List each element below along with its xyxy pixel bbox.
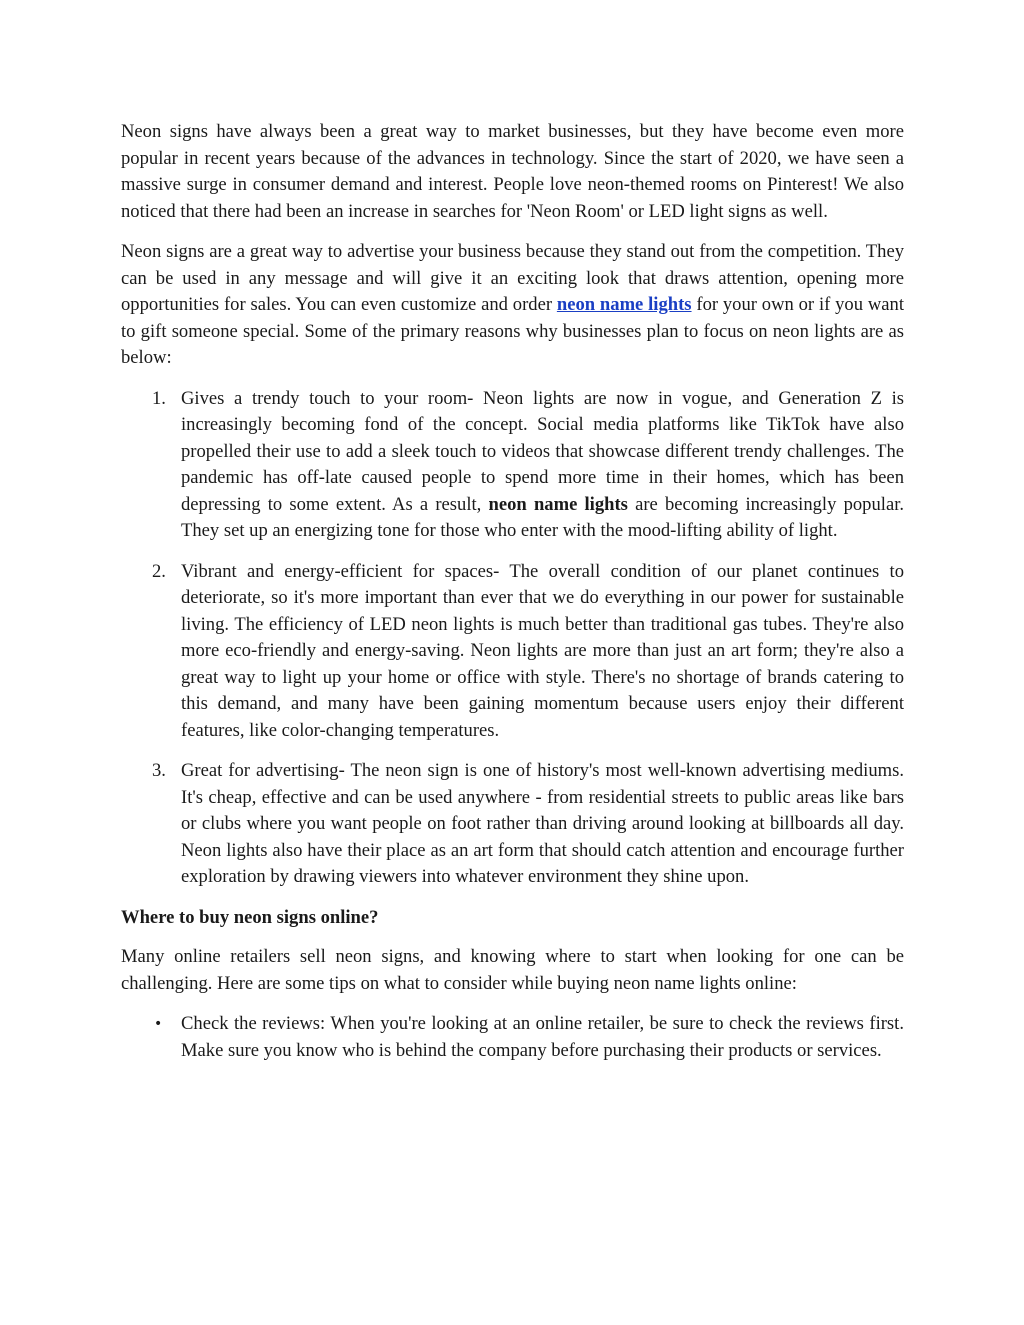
list-item-text: Check the reviews: When you're looking at an online retailer, be sure to check the reviews first. Make sure you know who is behind the company before purchasing their products or services. [181,1013,904,1061]
document-body [121,119,904,1078]
reasons-list [121,386,904,891]
list-item-bold-text: neon name lights [488,493,628,515]
intro-paragraph-2-end: for your own or if you want to gift someone special. Some of the primary reasons why businesses plan to focus on neon lights are as below: [121,294,904,368]
bullet-icon: • [154,1016,163,1032]
list-item-number: 2. [152,560,166,582]
list-item-text-end: are becoming increasingly popular. They set up an energizing tone for those who enter with the mood-lifting ability of light. [181,493,905,541]
list-item [121,386,904,545]
list-item [121,1011,904,1064]
list-item-text: Vibrant and energy-efficient for spaces- The overall condition of our planet continues to deteriorate, so it's more important than ever that we do everything in our power for sustainable living. The efficiency of LED neon lights is much better than traditional gas tubes. They're also more eco-friendly and energy-saving. Neon lights are more than just an art form; they're also a great way to light up your home or office with style. There's no shortage of brands catering to this demand, and many have been gaining momentum because users enjoy their different features, like color-changing temperatures. [181,560,904,741]
list-item-number: 3. [152,760,166,781]
list-item-text: Gives a trendy touch to your room- Neon lights are now in vogue, and Generation Z is increasingly becoming fond of the concept. Social media platforms like TikTok have also propelled their use to add a sleek touch to videos that showcase different trendy challenges. The pandemic has off-late caused people to spend more time in their homes, which has been depressing to some extent. As a result, [181,387,904,515]
tips-list [121,1011,904,1064]
list-item-number: 1. [152,387,166,409]
list-item [121,758,904,891]
neon-name-lights-link[interactable]: neon name lights [556,294,692,315]
intro-paragraph-1: Neon signs have always been a great way to market businesses, but they have become even more popular in recent years because of the advances in technology. Since the start of 2020, we have seen a massive surge in consumer demand and interest. People love neon-themed rooms on Pinterest! We also noticed that there had been an increase in searches for 'Neon Room' or LED light signs as well. [121,121,904,222]
list-item [121,559,904,745]
list-item-text: Great for advertising- The neon sign is one of history's most well-known advertising mediums. It's cheap, effective and can be used anywhere - from residential streets to public areas like bars or clubs where you want people on foot rather than driving around looking at billboards all day. Neon lights also have their place as an art form that should catch attention and encourage further exploration by drawing viewers into whatever environment they shine upon. [181,760,904,887]
section-heading: Where to buy neon signs online? [121,906,379,928]
intro-paragraph-2 [121,239,904,372]
section-intro-paragraph: Many online retailers sell neon signs, and knowing where to start when looking for one can be challenging. Here are some tips on what to consider while buying neon name lights online: [121,946,904,994]
intro-paragraph-2-start: Neon signs are a great way to advertise your business because they stand out from the competition. They can be used in any message and will give it an exciting look that draws attention, opening more opportunities for sales. You can even customize and order [121,241,904,315]
